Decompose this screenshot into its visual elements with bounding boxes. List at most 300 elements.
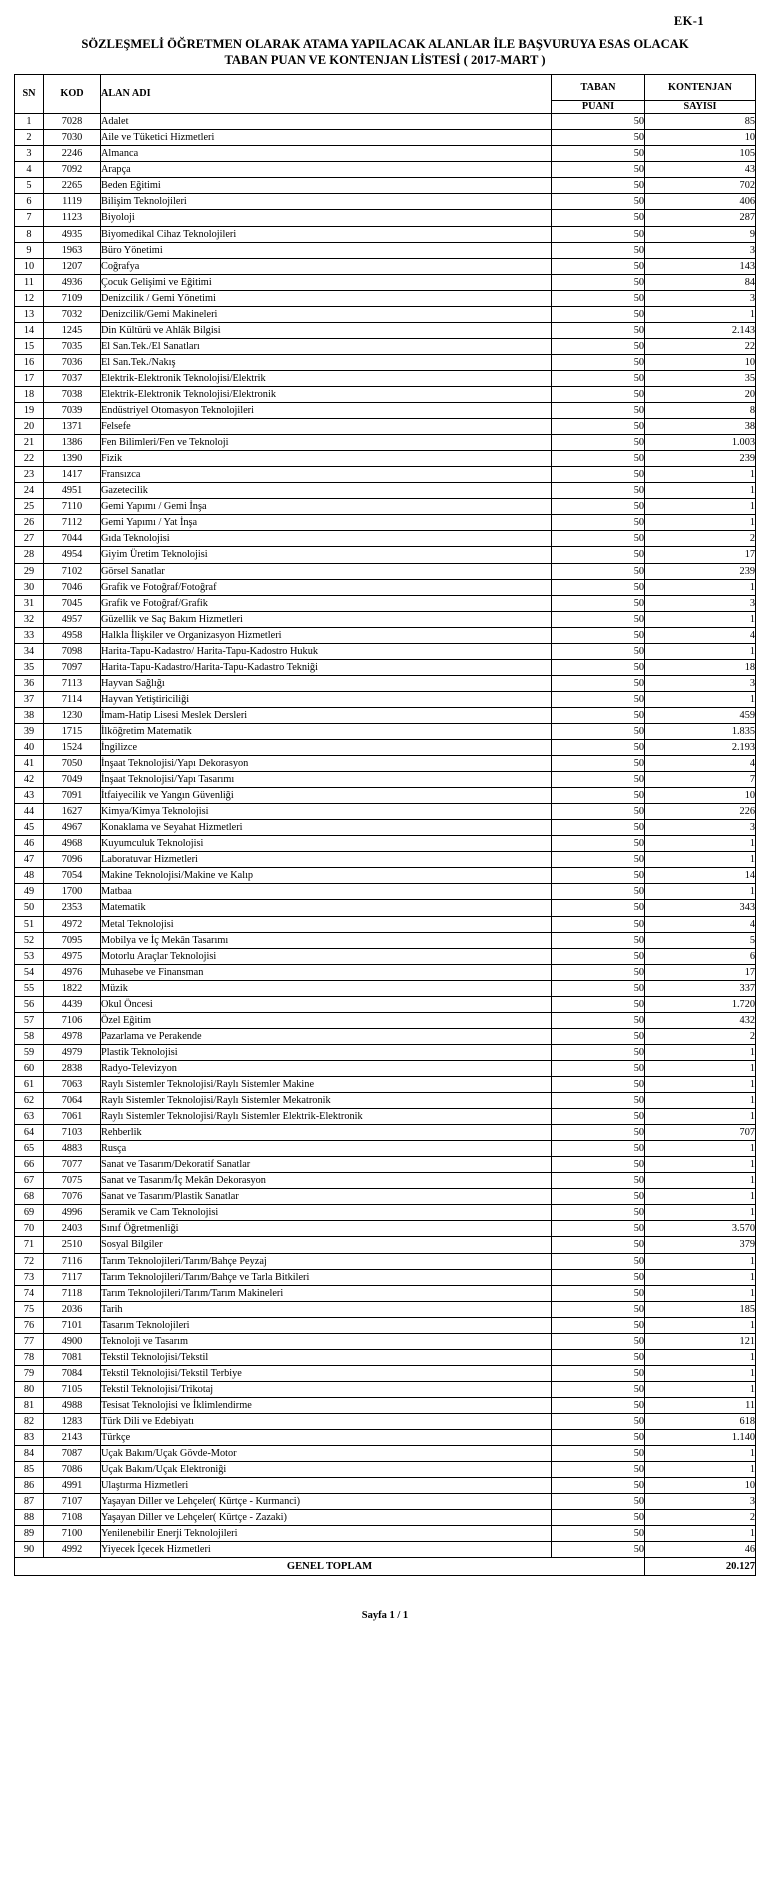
table-row: [15, 338, 756, 354]
cell-kontenjan: 2.143: [645, 322, 756, 338]
cell-kod: 7049: [44, 772, 101, 788]
cell-kontenjan: 2: [645, 531, 756, 547]
cell-kontenjan: 3: [645, 675, 756, 691]
cell-sn: 84: [15, 1446, 44, 1462]
cell-kod: 1963: [44, 242, 101, 258]
cell-kod: 7109: [44, 290, 101, 306]
table-row: [15, 1397, 756, 1413]
cell-sn: 79: [15, 1365, 44, 1381]
column-header-sn: SN: [15, 75, 44, 114]
cell-alan-adi: Kimya/Kimya Teknolojisi: [101, 804, 552, 820]
table-row: [15, 322, 756, 338]
cell-sn: 66: [15, 1157, 44, 1173]
cell-taban-puani: 50: [552, 1077, 645, 1093]
cell-sn: 44: [15, 804, 44, 820]
table-row: [15, 1462, 756, 1478]
cell-alan-adi: Laboratuvar Hizmetleri: [101, 852, 552, 868]
cell-kontenjan: 3: [645, 1494, 756, 1510]
cell-alan-adi: Türkçe: [101, 1430, 552, 1446]
cell-alan-adi: El San.Tek./El Sanatları: [101, 338, 552, 354]
cell-alan-adi: Büro Yönetimi: [101, 242, 552, 258]
cell-alan-adi: Yenilenebilir Enerji Teknolojileri: [101, 1526, 552, 1542]
cell-kod: 7098: [44, 643, 101, 659]
cell-taban-puani: 50: [552, 1478, 645, 1494]
table-row: [15, 707, 756, 723]
cell-sn: 50: [15, 900, 44, 916]
cell-kod: 1715: [44, 723, 101, 739]
cell-alan-adi: Aile ve Tüketici Hizmetleri: [101, 130, 552, 146]
cell-kod: 4951: [44, 483, 101, 499]
cell-sn: 52: [15, 932, 44, 948]
table-row: [15, 258, 756, 274]
table-row: [15, 675, 756, 691]
cell-taban-puani: 50: [552, 788, 645, 804]
table-row: [15, 804, 756, 820]
cell-alan-adi: Tasarım Teknolojileri: [101, 1317, 552, 1333]
cell-alan-adi: Bilişim Teknolojileri: [101, 194, 552, 210]
cell-alan-adi: Hayvan Yetiştiriciliği: [101, 691, 552, 707]
table-row: [15, 643, 756, 659]
cell-kontenjan: 4: [645, 627, 756, 643]
cell-sn: 46: [15, 836, 44, 852]
cell-kontenjan: 10: [645, 354, 756, 370]
cell-alan-adi: Arapça: [101, 162, 552, 178]
cell-sn: 11: [15, 274, 44, 290]
cell-sn: 33: [15, 627, 44, 643]
cell-sn: 53: [15, 948, 44, 964]
cell-alan-adi: Biyomedikal Cihaz Teknolojileri: [101, 226, 552, 242]
cell-alan-adi: Radyo-Televizyon: [101, 1060, 552, 1076]
cell-taban-puani: 50: [552, 627, 645, 643]
cell-alan-adi: Müzik: [101, 980, 552, 996]
cell-kod: 4883: [44, 1141, 101, 1157]
table-row: [15, 467, 756, 483]
cell-kontenjan: 1: [645, 499, 756, 515]
table-row: [15, 1478, 756, 1494]
cell-taban-puani: 50: [552, 1141, 645, 1157]
cell-sn: 71: [15, 1237, 44, 1253]
cell-taban-puani: 50: [552, 1028, 645, 1044]
cell-taban-puani: 50: [552, 1333, 645, 1349]
cell-kod: 4996: [44, 1205, 101, 1221]
cell-taban-puani: 50: [552, 1317, 645, 1333]
table-row: [15, 194, 756, 210]
table-row: [15, 611, 756, 627]
table-row: [15, 1109, 756, 1125]
table-row: [15, 1333, 756, 1349]
page-footer: Sayfa 1 / 1: [361, 1610, 409, 1622]
cell-taban-puani: 50: [552, 1044, 645, 1060]
cell-sn: 76: [15, 1317, 44, 1333]
cell-kod: 7028: [44, 114, 101, 130]
table-header-row: [15, 75, 756, 101]
cell-taban-puani: 50: [552, 451, 645, 467]
cell-taban-puani: 50: [552, 1413, 645, 1429]
table-row: [15, 996, 756, 1012]
cell-kontenjan: 1: [645, 852, 756, 868]
cell-alan-adi: Elektrik-Elektronik Teknolojisi/Elektronik: [101, 386, 552, 402]
cell-alan-adi: Halkla İlişkiler ve Organizasyon Hizmetleri: [101, 627, 552, 643]
cell-kontenjan: 84: [645, 274, 756, 290]
table-row: [15, 627, 756, 643]
cell-taban-puani: 50: [552, 1205, 645, 1221]
cell-taban-puani: 50: [552, 1109, 645, 1125]
cell-alan-adi: Güzellik ve Saç Bakım Hizmetleri: [101, 611, 552, 627]
cell-kod: 7108: [44, 1510, 101, 1526]
table-row: [15, 836, 756, 852]
cell-taban-puani: 50: [552, 1093, 645, 1109]
cell-kod: 4979: [44, 1044, 101, 1060]
cell-taban-puani: 50: [552, 210, 645, 226]
cell-kontenjan: 5: [645, 932, 756, 948]
cell-taban-puani: 50: [552, 1189, 645, 1205]
table-row: [15, 1077, 756, 1093]
cell-sn: 74: [15, 1285, 44, 1301]
cell-taban-puani: 50: [552, 403, 645, 419]
cell-sn: 60: [15, 1060, 44, 1076]
cell-kod: 1371: [44, 419, 101, 435]
cell-alan-adi: Türk Dili ve Edebiyatı: [101, 1413, 552, 1429]
cell-sn: 34: [15, 643, 44, 659]
cell-kod: 7032: [44, 306, 101, 322]
cell-taban-puani: 50: [552, 563, 645, 579]
cell-taban-puani: 50: [552, 242, 645, 258]
cell-kontenjan: 1: [645, 611, 756, 627]
cell-kod: 7110: [44, 499, 101, 515]
cell-alan-adi: Rusça: [101, 1141, 552, 1157]
cell-kontenjan: 1: [645, 836, 756, 852]
table-footer: [15, 1558, 756, 1576]
cell-alan-adi: Sanat ve Tasarım/Plastik Sanatlar: [101, 1189, 552, 1205]
table-row: [15, 980, 756, 996]
cell-kontenjan: 121: [645, 1333, 756, 1349]
cell-sn: 59: [15, 1044, 44, 1060]
cell-alan-adi: Elektrik-Elektronik Teknolojisi/Elektrik: [101, 370, 552, 386]
cell-kontenjan: 239: [645, 451, 756, 467]
cell-sn: 54: [15, 964, 44, 980]
cell-taban-puani: 50: [552, 1237, 645, 1253]
cell-kontenjan: 38: [645, 419, 756, 435]
cell-taban-puani: 50: [552, 916, 645, 932]
cell-alan-adi: Okul Öncesi: [101, 996, 552, 1012]
cell-kontenjan: 337: [645, 980, 756, 996]
cell-kod: 4957: [44, 611, 101, 627]
cell-kontenjan: 1: [645, 1093, 756, 1109]
column-header-alan-adi: ALAN ADI: [101, 75, 552, 114]
cell-taban-puani: 50: [552, 114, 645, 130]
cell-kod: 7084: [44, 1365, 101, 1381]
cell-kod: 7096: [44, 852, 101, 868]
cell-kontenjan: 1.720: [645, 996, 756, 1012]
cell-alan-adi: Matematik: [101, 900, 552, 916]
cell-taban-puani: 50: [552, 531, 645, 547]
cell-kontenjan: 1.003: [645, 435, 756, 451]
cell-kod: 1283: [44, 1413, 101, 1429]
cell-sn: 47: [15, 852, 44, 868]
cell-kod: 1386: [44, 435, 101, 451]
cell-sn: 5: [15, 178, 44, 194]
table-row: [15, 531, 756, 547]
cell-kontenjan: 1: [645, 1109, 756, 1125]
cell-sn: 38: [15, 707, 44, 723]
cell-taban-puani: 50: [552, 146, 645, 162]
cell-sn: 83: [15, 1430, 44, 1446]
cell-kod: 7075: [44, 1173, 101, 1189]
column-header-taban-puani-line1: TABAN: [552, 75, 645, 101]
cell-sn: 88: [15, 1510, 44, 1526]
cell-alan-adi: Grafik ve Fotoğraf/Fotoğraf: [101, 579, 552, 595]
cell-alan-adi: Tekstil Teknolojisi/Tekstil Terbiye: [101, 1365, 552, 1381]
cell-taban-puani: 50: [552, 467, 645, 483]
table-body: [15, 114, 756, 1558]
cell-kod: 7112: [44, 515, 101, 531]
cell-kontenjan: 1: [645, 483, 756, 499]
table-row: [15, 1494, 756, 1510]
cell-sn: 56: [15, 996, 44, 1012]
cell-kod: 1417: [44, 467, 101, 483]
table-row: [15, 659, 756, 675]
cell-sn: 13: [15, 306, 44, 322]
table-row: [15, 1381, 756, 1397]
table-row: [15, 210, 756, 226]
cell-alan-adi: Uçak Bakım/Uçak Elektroniği: [101, 1462, 552, 1478]
cell-alan-adi: Denizcilik / Gemi Yönetimi: [101, 290, 552, 306]
table-row: [15, 435, 756, 451]
cell-taban-puani: 50: [552, 1012, 645, 1028]
cell-sn: 43: [15, 788, 44, 804]
cell-kontenjan: 1: [645, 1446, 756, 1462]
cell-taban-puani: 50: [552, 1542, 645, 1558]
cell-taban-puani: 50: [552, 1381, 645, 1397]
cell-taban-puani: 50: [552, 1365, 645, 1381]
cell-kontenjan: 7: [645, 772, 756, 788]
cell-kod: 7091: [44, 788, 101, 804]
table-row: [15, 756, 756, 772]
table-row: [15, 1012, 756, 1028]
cell-kod: 4976: [44, 964, 101, 980]
cell-kod: 1207: [44, 258, 101, 274]
cell-kontenjan: 1.835: [645, 723, 756, 739]
cell-sn: 4: [15, 162, 44, 178]
cell-alan-adi: Sanat ve Tasarım/İç Mekân Dekorasyon: [101, 1173, 552, 1189]
cell-sn: 51: [15, 916, 44, 932]
cell-kod: 7087: [44, 1446, 101, 1462]
table-row: [15, 1446, 756, 1462]
cell-kod: 7103: [44, 1125, 101, 1141]
cell-kontenjan: 1: [645, 1077, 756, 1093]
cell-taban-puani: 50: [552, 1462, 645, 1478]
cell-alan-adi: İmam-Hatip Lisesi Meslek Dersleri: [101, 707, 552, 723]
cell-taban-puani: 50: [552, 868, 645, 884]
cell-alan-adi: Gazetecilik: [101, 483, 552, 499]
cell-alan-adi: Çocuk Gelişimi ve Eğitimi: [101, 274, 552, 290]
cell-alan-adi: Gemi Yapımı / Gemi İnşa: [101, 499, 552, 515]
placement-table: [14, 74, 756, 1576]
column-header-kontenjan-line1: KONTENJAN: [645, 75, 756, 101]
cell-taban-puani: 50: [552, 338, 645, 354]
cell-kod: 4975: [44, 948, 101, 964]
cell-sn: 67: [15, 1173, 44, 1189]
total-label: GENEL TOPLAM: [15, 1558, 645, 1576]
cell-sn: 86: [15, 1478, 44, 1494]
total-row: [15, 1558, 756, 1576]
cell-kod: 7064: [44, 1093, 101, 1109]
table-row: [15, 1349, 756, 1365]
cell-alan-adi: Raylı Sistemler Teknolojisi/Raylı Sistemler Elektrik-Elektronik: [101, 1109, 552, 1125]
cell-taban-puani: 50: [552, 1157, 645, 1173]
table-row: [15, 1157, 756, 1173]
cell-sn: 1: [15, 114, 44, 130]
table-row: [15, 274, 756, 290]
cell-taban-puani: 50: [552, 932, 645, 948]
cell-alan-adi: Biyoloji: [101, 210, 552, 226]
cell-kontenjan: 14: [645, 868, 756, 884]
cell-kod: 4968: [44, 836, 101, 852]
cell-sn: 89: [15, 1526, 44, 1542]
cell-sn: 19: [15, 403, 44, 419]
cell-kod: 7081: [44, 1349, 101, 1365]
cell-kod: 7054: [44, 868, 101, 884]
table-header: [15, 75, 756, 114]
cell-sn: 16: [15, 354, 44, 370]
cell-kontenjan: 1: [645, 1060, 756, 1076]
cell-kod: 7077: [44, 1157, 101, 1173]
cell-taban-puani: 50: [552, 611, 645, 627]
table-row: [15, 900, 756, 916]
cell-taban-puani: 50: [552, 290, 645, 306]
cell-alan-adi: Teknoloji ve Tasarım: [101, 1333, 552, 1349]
cell-kod: 7044: [44, 531, 101, 547]
cell-kod: 7107: [44, 1494, 101, 1510]
cell-kontenjan: 1: [645, 579, 756, 595]
cell-kontenjan: 35: [645, 370, 756, 386]
cell-taban-puani: 50: [552, 499, 645, 515]
cell-alan-adi: Mobilya ve İç Mekân Tasarımı: [101, 932, 552, 948]
cell-kontenjan: 1: [645, 1157, 756, 1173]
cell-sn: 14: [15, 322, 44, 338]
cell-kod: 4991: [44, 1478, 101, 1494]
cell-sn: 23: [15, 467, 44, 483]
cell-kod: 1700: [44, 884, 101, 900]
cell-sn: 17: [15, 370, 44, 386]
cell-taban-puani: 50: [552, 419, 645, 435]
cell-kod: 7086: [44, 1462, 101, 1478]
table-row: [15, 1413, 756, 1429]
cell-sn: 31: [15, 595, 44, 611]
cell-taban-puani: 50: [552, 1349, 645, 1365]
cell-kontenjan: 1: [645, 1381, 756, 1397]
cell-kod: 2403: [44, 1221, 101, 1237]
table-row: [15, 226, 756, 242]
cell-kontenjan: 1: [645, 1285, 756, 1301]
cell-sn: 68: [15, 1189, 44, 1205]
cell-alan-adi: Coğrafya: [101, 258, 552, 274]
cell-kontenjan: 1: [645, 467, 756, 483]
cell-alan-adi: Makine Teknolojisi/Makine ve Kalıp: [101, 868, 552, 884]
cell-alan-adi: Özel Eğitim: [101, 1012, 552, 1028]
cell-alan-adi: Matbaa: [101, 884, 552, 900]
cell-kontenjan: 406: [645, 194, 756, 210]
cell-taban-puani: 50: [552, 707, 645, 723]
table-row: [15, 451, 756, 467]
cell-kontenjan: 11: [645, 1397, 756, 1413]
cell-taban-puani: 50: [552, 1301, 645, 1317]
cell-kod: 7113: [44, 675, 101, 691]
cell-taban-puani: 50: [552, 820, 645, 836]
cell-taban-puani: 50: [552, 852, 645, 868]
cell-sn: 61: [15, 1077, 44, 1093]
table-row: [15, 178, 756, 194]
cell-taban-puani: 50: [552, 1221, 645, 1237]
cell-kod: 2510: [44, 1237, 101, 1253]
cell-sn: 65: [15, 1141, 44, 1157]
cell-taban-puani: 50: [552, 483, 645, 499]
cell-taban-puani: 50: [552, 1285, 645, 1301]
cell-kontenjan: 459: [645, 707, 756, 723]
cell-kontenjan: 1: [645, 1044, 756, 1060]
cell-sn: 48: [15, 868, 44, 884]
table-row: [15, 1365, 756, 1381]
cell-alan-adi: İnşaat Teknolojisi/Yapı Tasarımı: [101, 772, 552, 788]
cell-taban-puani: 50: [552, 1430, 645, 1446]
cell-kod: 1119: [44, 194, 101, 210]
cell-alan-adi: El San.Tek./Nakış: [101, 354, 552, 370]
cell-sn: 55: [15, 980, 44, 996]
cell-sn: 9: [15, 242, 44, 258]
cell-kontenjan: 8: [645, 403, 756, 419]
cell-sn: 80: [15, 1381, 44, 1397]
cell-taban-puani: 50: [552, 579, 645, 595]
table-row: [15, 1189, 756, 1205]
table-row: [15, 820, 756, 836]
cell-sn: 90: [15, 1542, 44, 1558]
cell-taban-puani: 50: [552, 1269, 645, 1285]
cell-sn: 35: [15, 659, 44, 675]
cell-alan-adi: Raylı Sistemler Teknolojisi/Raylı Sistemler Makine: [101, 1077, 552, 1093]
cell-sn: 28: [15, 547, 44, 563]
cell-alan-adi: İtfaiyecilik ve Yangın Güvenliği: [101, 788, 552, 804]
cell-taban-puani: 50: [552, 130, 645, 146]
cell-sn: 45: [15, 820, 44, 836]
table-row: [15, 788, 756, 804]
cell-sn: 25: [15, 499, 44, 515]
cell-alan-adi: Gıda Teknolojisi: [101, 531, 552, 547]
table-row: [15, 884, 756, 900]
cell-taban-puani: 50: [552, 643, 645, 659]
cell-sn: 37: [15, 691, 44, 707]
table-row: [15, 579, 756, 595]
cell-alan-adi: Muhasebe ve Finansman: [101, 964, 552, 980]
cell-kontenjan: 105: [645, 146, 756, 162]
cell-taban-puani: 50: [552, 258, 645, 274]
table-row: [15, 964, 756, 980]
cell-kontenjan: 17: [645, 964, 756, 980]
table-row: [15, 162, 756, 178]
cell-kod: 7097: [44, 659, 101, 675]
cell-kontenjan: 707: [645, 1125, 756, 1141]
cell-kontenjan: 1: [645, 1173, 756, 1189]
cell-kontenjan: 343: [645, 900, 756, 916]
cell-kontenjan: 1: [645, 1462, 756, 1478]
cell-kod: 7105: [44, 1381, 101, 1397]
cell-taban-puani: 50: [552, 1526, 645, 1542]
table-row: [15, 868, 756, 884]
cell-kontenjan: 17: [645, 547, 756, 563]
cell-kontenjan: 379: [645, 1237, 756, 1253]
cell-kod: 1627: [44, 804, 101, 820]
cell-kontenjan: 3: [645, 242, 756, 258]
cell-taban-puani: 50: [552, 274, 645, 290]
